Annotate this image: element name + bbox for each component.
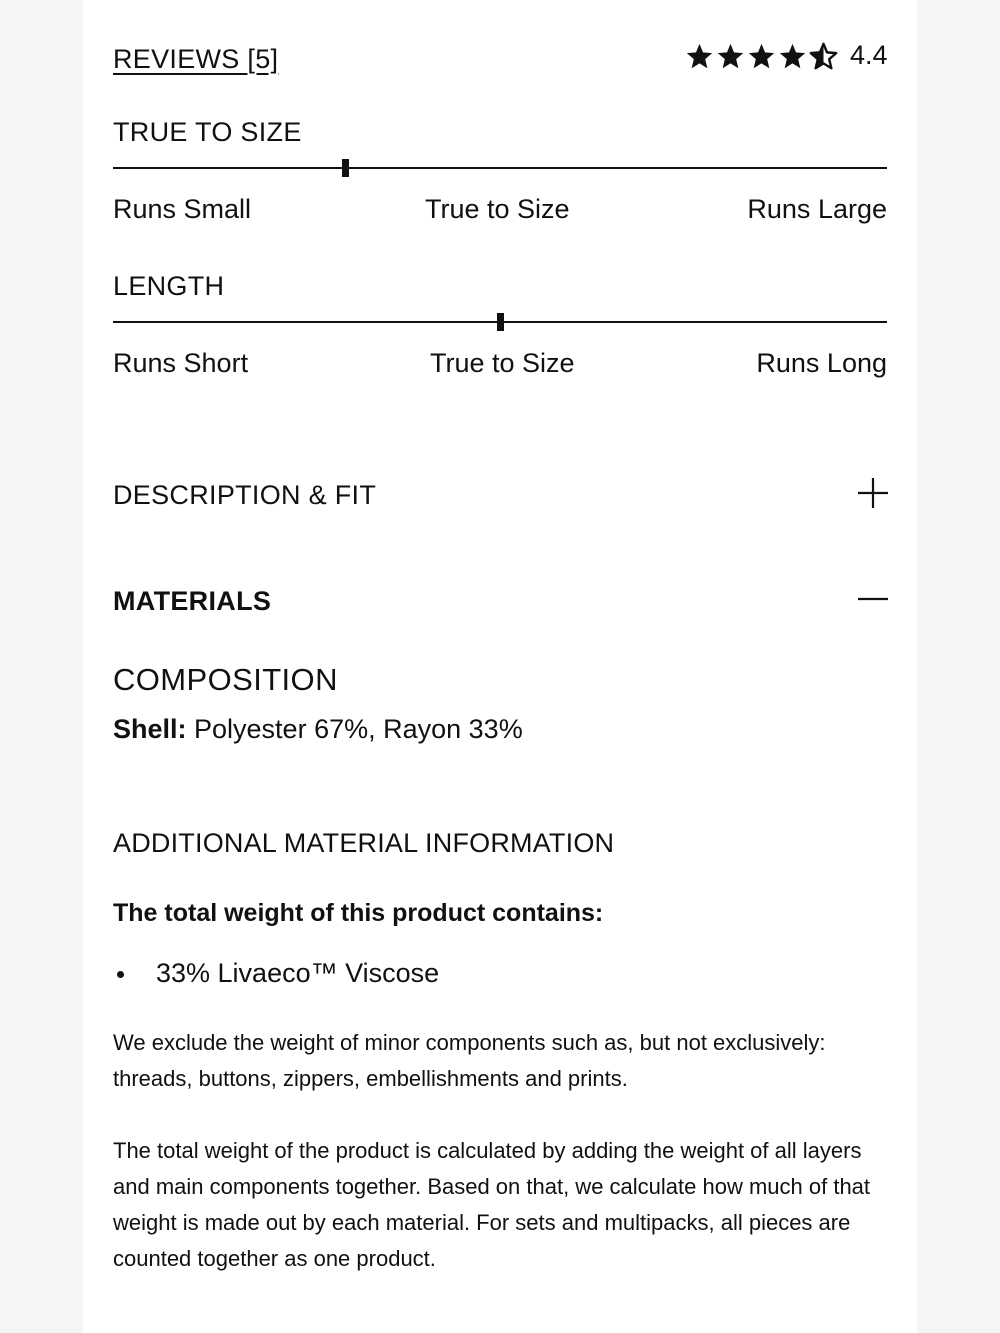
material-bullet-item: 33% Livaeco™ Viscose <box>156 958 440 988</box>
length-scale-track <box>113 321 887 323</box>
star-filled-icon <box>747 42 776 71</box>
length-scale-left-label: Runs Short <box>113 348 249 378</box>
size-scale-title: TRUE TO SIZE <box>113 117 302 147</box>
star-filled-icon <box>716 42 745 71</box>
size-scale-marker <box>342 159 349 177</box>
length-scale-marker <box>497 313 504 331</box>
shell-label: Shell: <box>113 714 187 744</box>
length-scale-center-label: True to Size <box>430 348 575 378</box>
rating-value: 4.4 <box>850 40 888 70</box>
plus-icon[interactable] <box>857 477 889 509</box>
description-fit-toggle[interactable]: DESCRIPTION & FIT <box>113 480 377 510</box>
minus-icon[interactable] <box>857 583 889 615</box>
size-scale-center-label: True to Size <box>425 194 570 224</box>
minor-components-note: We exclude the weight of minor components such as, but not exclusively: threads, buttons, zippers, embellishments and prints. <box>113 1030 826 1091</box>
size-scale-left-label: Runs Small <box>113 194 252 224</box>
shell-composition <box>113 714 523 745</box>
length-scale-title: LENGTH <box>113 271 225 301</box>
materials-toggle[interactable]: MATERIALS <box>113 586 272 616</box>
star-filled-icon <box>685 42 714 71</box>
shell-value: Polyester 67%, Rayon 33% <box>186 714 523 744</box>
star-rating <box>685 40 840 72</box>
additional-material-heading: ADDITIONAL MATERIAL INFORMATION <box>113 828 615 858</box>
bullet-dot <box>117 971 124 978</box>
size-scale-track <box>113 167 887 169</box>
star-filled-icon <box>778 42 807 71</box>
composition-heading: COMPOSITION <box>113 662 338 697</box>
total-weight-heading: The total weight of this product contains: <box>113 899 604 927</box>
weight-calculation-note: The total weight of the product is calculated by adding the weight of all layers and main components together. Based on that, we calculate how much of that weight is made out by each material. For sets and multipacks, all pieces are counted together as one product. <box>113 1138 871 1271</box>
reviews-link[interactable]: REVIEWS [5] <box>113 44 279 74</box>
star-half-icon <box>809 42 838 71</box>
length-scale-right-label: Runs Long <box>756 348 887 378</box>
size-scale-right-label: Runs Large <box>747 194 887 224</box>
